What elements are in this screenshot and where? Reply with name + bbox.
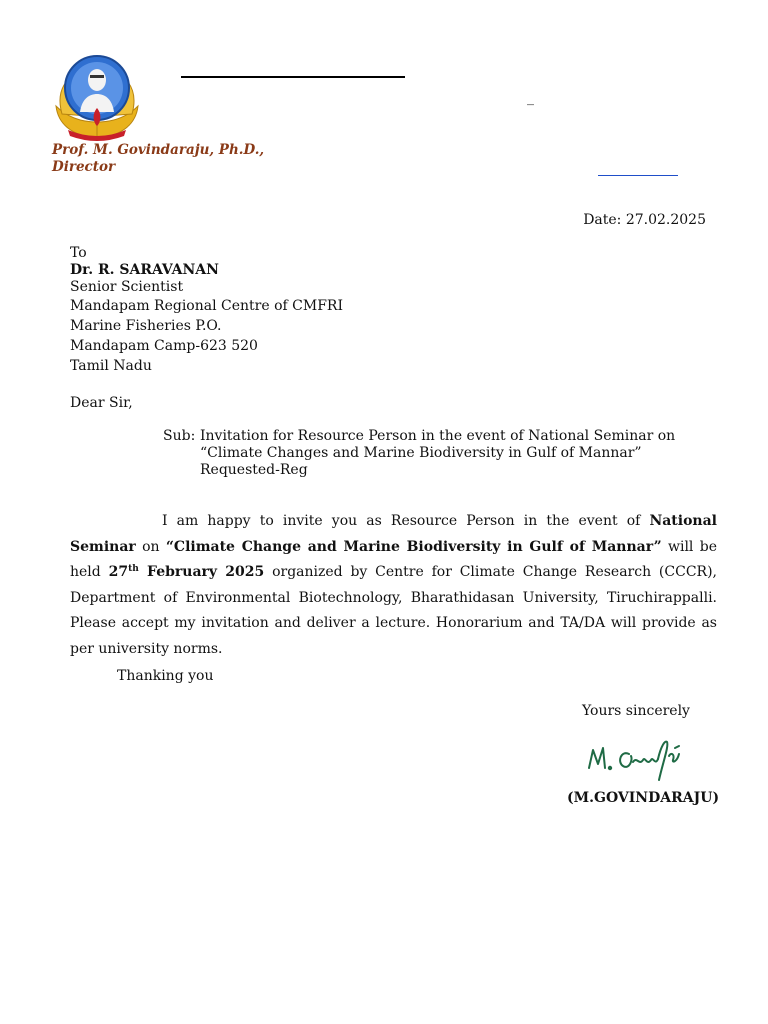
body-text-4: organized by Centre for Climate Change Research (CCCR), Department of Environmental Biotechnology, Bharathidasan University, Tiruchirappalli. Please accept my invitation and deliver a lecture. Honorarium and TA/DA will provide as per university norms. [70, 564, 717, 657]
subject-line-1: Invitation for Resource Person in the event of National Seminar on [200, 428, 676, 444]
email-link-rule[interactable] [598, 175, 678, 176]
header-rule [181, 76, 405, 78]
recipient-name: Dr. R. SARAVANAN [70, 262, 219, 278]
recipient-line-1: Senior Scientist [70, 279, 184, 295]
header-dash: _ [527, 90, 534, 106]
subject-label: Sub: [163, 428, 196, 444]
closing-line: Yours sincerely [582, 703, 690, 719]
director-name: Prof. M. Govindaraju, Ph.D., [52, 142, 265, 158]
body-paragraph [70, 509, 717, 663]
recipient-line-5: Tamil Nadu [70, 358, 152, 374]
body-text-3: will be held [70, 538, 717, 581]
body-bold-title: “Climate Change and Marine Biodiversity in Gulf of Mannar” [165, 538, 662, 555]
body-bold-month: February 2025 [138, 564, 265, 581]
recipient-line-4: Mandapam Camp-623 520 [70, 338, 258, 354]
to-label: To [70, 245, 87, 261]
thanks-line: Thanking you [117, 668, 214, 684]
body-bold-day: 27 [108, 564, 129, 581]
subject-line-3: Requested-Reg [200, 462, 308, 478]
recipient-line-3: Marine Fisheries P.O. [70, 318, 222, 334]
salutation: Dear Sir, [70, 395, 133, 411]
subject-line-2: “Climate Changes and Marine Biodiversity in Gulf of Mannar” [200, 445, 642, 461]
university-emblem-icon [52, 50, 142, 142]
signatory-name: (M.GOVINDARAJU) [567, 790, 720, 806]
body-day-suffix: th [128, 564, 139, 575]
body-text-2: on [135, 538, 166, 555]
letter-date: Date: 27.02.2025 [583, 212, 706, 228]
director-designation: Director [52, 159, 116, 175]
body-bold-event: National Seminar [70, 513, 717, 555]
body-text-1: I am happy to invite you as Resource Person in the event of [162, 513, 650, 529]
recipient-line-2: Mandapam Regional Centre of CMFRI [70, 298, 343, 314]
signature-icon [585, 732, 685, 784]
